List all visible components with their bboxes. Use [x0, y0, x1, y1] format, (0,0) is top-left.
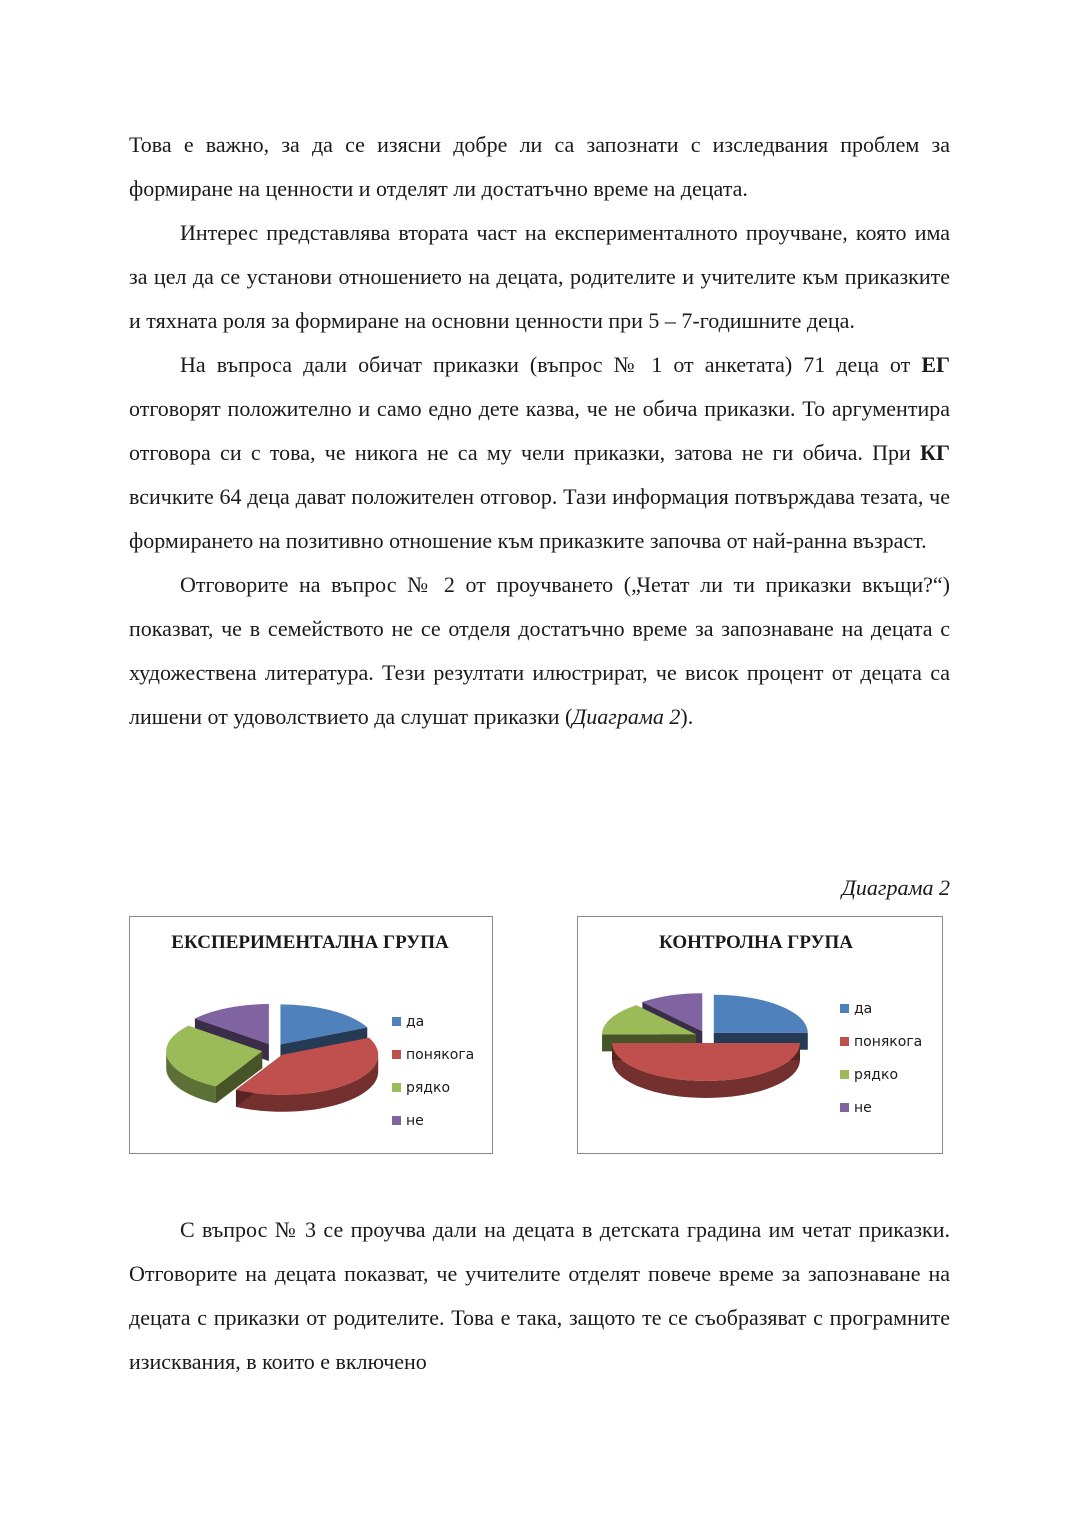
legend-swatch — [840, 1037, 849, 1046]
legend-item — [392, 1005, 474, 1038]
legend-item — [392, 1104, 474, 1137]
legend-label: рядко — [406, 1079, 451, 1096]
bold-text: КГ — [920, 440, 950, 465]
legend-item — [840, 1091, 922, 1124]
legend-label: да — [406, 1013, 425, 1030]
paragraph-1 — [129, 123, 950, 211]
paragraph-5 — [129, 1208, 950, 1384]
legend-item — [840, 1058, 922, 1091]
paragraph-4 — [129, 563, 950, 739]
legend-swatch — [392, 1083, 401, 1092]
legend-swatch — [392, 1116, 401, 1125]
body-text-top — [129, 123, 950, 739]
bold-text: ЕГ — [921, 352, 950, 377]
legend-label: не — [854, 1099, 872, 1116]
legend-label: да — [854, 1000, 873, 1017]
pie-chart-experimental — [129, 916, 493, 1154]
legend-label: рядко — [854, 1066, 899, 1083]
text-run: Интерес представлява втората част на експерименталното проучване, която има за цел да се установи отношението на децата, родителите и учителите към приказките и тяхната роля за формиране на основни ценности при 5 – 7-годишните деца. — [129, 220, 950, 333]
legend-label: понякога — [854, 1033, 923, 1050]
text-run: Това е важно, за да се изясни добре ли са запознати с изследвания проблем за формиране на ценности и отделят ли достатъчно време на децата. — [129, 132, 950, 201]
legend-experimental — [392, 1005, 474, 1137]
legend-swatch — [392, 1017, 401, 1026]
italic-text: Диаграма 2 — [572, 704, 681, 729]
legend-item — [840, 1025, 922, 1058]
legend-label: понякога — [406, 1046, 475, 1063]
legend-item — [840, 992, 922, 1025]
legend-swatch — [840, 1103, 849, 1112]
legend-swatch — [840, 1070, 849, 1079]
legend-item — [392, 1038, 474, 1071]
text-run: На въпроса дали обичат приказки (въпрос № 1 от анкетата) 71 деца от — [180, 352, 922, 377]
legend-label: не — [406, 1112, 424, 1129]
pie-slice-да — [714, 995, 808, 1050]
paragraph-2 — [129, 211, 950, 343]
paragraph-3 — [129, 343, 950, 563]
legend-control — [840, 992, 922, 1124]
legend-swatch — [840, 1004, 849, 1013]
text-run: всичките 64 деца дават положителен отговор. Тази информация потвърждава тезата, че формирането на позитивно отношение към приказките започва от най-ранна възраст. — [129, 484, 950, 553]
legend-item — [392, 1071, 474, 1104]
text-run: ). — [680, 704, 694, 729]
text-run: Отговорите на въпрос № 2 от проучването („Четат ли ти приказки вкъщи?“) показват, че в семейството не се отделя достатъчно време за запознаване на децата с художествена литература. Тези резултати илюстрират, че висок процент от децата са лишени от удоволствието да слушат приказки ( — [129, 572, 950, 729]
text-run: отговорят положително и само едно дете казва, че не обича приказки. То аргументира отговора си с това, че никога не са му чели приказки, затова не ги обича. При — [129, 396, 950, 465]
legend-swatch — [392, 1050, 401, 1059]
text-run: С въпрос № 3 се проучва дали на децата в детската градина им четат приказки. Отговорите на децата показват, че учителите отделят повече време за запознаване на децата с приказки от родителите. Това е така, защото те се съобразяват с програмните изисквания, в които е включено — [129, 1217, 950, 1374]
pie-slice-понякога — [612, 1043, 800, 1098]
body-text-bottom — [129, 1208, 950, 1384]
pie-chart-control — [577, 916, 943, 1154]
chart-title-experimental: ЕКСПЕРИМЕНТАЛНА ГРУПА — [171, 932, 449, 953]
figure-caption: Диаграма 2 — [841, 875, 950, 900]
chart-title-control: КОНТРОЛНА ГРУПА — [659, 932, 853, 953]
